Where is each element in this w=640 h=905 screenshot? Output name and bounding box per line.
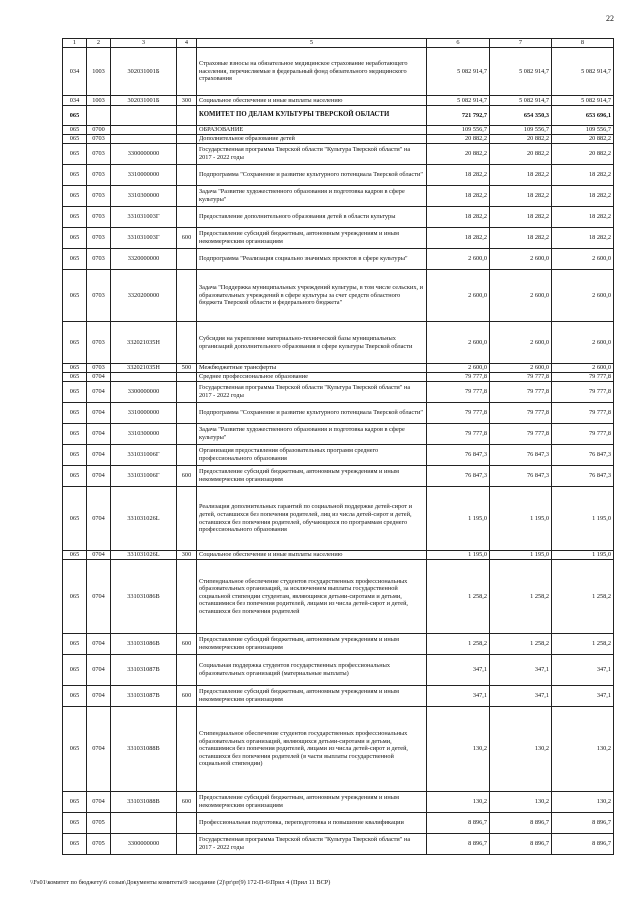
cell-amount-year2: 76 847,3 — [490, 445, 552, 466]
cell-amount-year3: 1 258,2 — [552, 634, 614, 655]
cell-amount-year3: 1 195,0 — [552, 487, 614, 551]
cell-expense-type — [177, 403, 197, 424]
cell-expense-type — [177, 382, 197, 403]
cell-expense-type — [177, 186, 197, 207]
cell-amount-year3: 2 600,0 — [552, 322, 614, 364]
cell-description: Подпрограмма "Сохранение и развитие культурного потенциала Тверской области" — [197, 403, 427, 424]
cell-amount-year1: 2 600,0 — [427, 322, 490, 364]
cell-ministry-code: 065 — [63, 186, 87, 207]
cell-amount-year3: 5 082 914,7 — [552, 96, 614, 106]
cell-description: Государственная программа Тверской области "Культура Тверской области" на 2017 - 2022 годы — [197, 834, 427, 855]
cell-amount-year2: 18 282,2 — [490, 228, 552, 249]
cell-amount-year2: 130,2 — [490, 792, 552, 813]
table-row — [63, 466, 614, 487]
cell-target-article — [111, 813, 177, 834]
cell-target-article — [111, 106, 177, 126]
cell-target-article: 302031001Б — [111, 96, 177, 106]
cell-amount-year3: 76 847,3 — [552, 466, 614, 487]
cell-ministry-code: 065 — [63, 403, 87, 424]
cell-section-code: 0705 — [87, 834, 111, 855]
cell-expense-type — [177, 249, 197, 270]
table-header-row — [63, 39, 614, 48]
cell-expense-type: 300 — [177, 551, 197, 560]
cell-amount-year3: 347,1 — [552, 686, 614, 707]
cell-amount-year1: 2 600,0 — [427, 364, 490, 373]
cell-ministry-code: 065 — [63, 322, 87, 364]
cell-expense-type — [177, 165, 197, 186]
cell-amount-year2: 79 777,8 — [490, 403, 552, 424]
cell-expense-type: 600 — [177, 634, 197, 655]
cell-amount-year3: 130,2 — [552, 792, 614, 813]
cell-amount-year1: 347,1 — [427, 686, 490, 707]
cell-section-code: 0703 — [87, 270, 111, 322]
cell-section-code: 0705 — [87, 813, 111, 834]
cell-description: Дополнительное образование детей — [197, 135, 427, 144]
cell-expense-type — [177, 322, 197, 364]
cell-section-code: 0703 — [87, 228, 111, 249]
cell-description: Стипендиальное обеспечение студентов государственных профессиональных образовательных организаций, являющихся детьми-сиротами и детьми, оставшимися без попечения родителей, лицами из числа детей-сирот и детей, оставшихся без попечения родителей (в части выплаты государственной социальной стипендии) — [197, 707, 427, 792]
cell-amount-year1: 130,2 — [427, 707, 490, 792]
cell-description: Предоставление дополнительного образования детей в области культуры — [197, 207, 427, 228]
cell-target-article: 3310300000 — [111, 424, 177, 445]
cell-target-article: 331031086В — [111, 634, 177, 655]
cell-description: Предоставление субсидий бюджетным, автономным учреждениям и иным некоммерческим организациям — [197, 634, 427, 655]
cell-amount-year1: 76 847,3 — [427, 466, 490, 487]
cell-amount-year3: 76 847,3 — [552, 445, 614, 466]
cell-ministry-code: 065 — [63, 106, 87, 126]
cell-expense-type — [177, 655, 197, 686]
cell-amount-year3: 8 896,7 — [552, 813, 614, 834]
cell-amount-year3: 79 777,8 — [552, 373, 614, 382]
cell-amount-year3: 20 882,2 — [552, 144, 614, 165]
cell-target-article: 331031003Г — [111, 207, 177, 228]
table-row — [63, 792, 614, 813]
cell-expense-type — [177, 834, 197, 855]
cell-section-code: 0704 — [87, 445, 111, 466]
cell-amount-year1: 8 896,7 — [427, 834, 490, 855]
cell-description: Межбюджетные трансферты — [197, 364, 427, 373]
cell-ministry-code: 065 — [63, 382, 87, 403]
cell-section-code: 0704 — [87, 551, 111, 560]
cell-ministry-code: 034 — [63, 48, 87, 96]
cell-expense-type — [177, 373, 197, 382]
cell-amount-year1: 130,2 — [427, 792, 490, 813]
cell-ministry-code: 065 — [63, 249, 87, 270]
cell-ministry-code: 065 — [63, 834, 87, 855]
cell-description: Социальное обеспечение и иные выплаты населению — [197, 96, 427, 106]
cell-target-article: 3320000000 — [111, 249, 177, 270]
cell-amount-year2: 347,1 — [490, 686, 552, 707]
cell-amount-year2: 79 777,8 — [490, 382, 552, 403]
cell-description: Социальная поддержка студентов государственных профессиональных образовательных организаций (материальные выплаты) — [197, 655, 427, 686]
table-row — [63, 135, 614, 144]
cell-section-code: 0700 — [87, 126, 111, 135]
table-row — [63, 424, 614, 445]
cell-expense-type — [177, 48, 197, 96]
cell-target-article: 331031026L — [111, 487, 177, 551]
cell-target-article: 331031006Г — [111, 445, 177, 466]
cell-section-code: 0704 — [87, 686, 111, 707]
cell-amount-year2: 8 896,7 — [490, 813, 552, 834]
table-row — [63, 144, 614, 165]
cell-description: КОМИТЕТ ПО ДЕЛАМ КУЛЬТУРЫ ТВЕРСКОЙ ОБЛАСТИ — [197, 106, 427, 126]
cell-target-article: 3300000000 — [111, 144, 177, 165]
cell-amount-year2: 2 600,0 — [490, 249, 552, 270]
table-row — [63, 207, 614, 228]
cell-ministry-code: 034 — [63, 96, 87, 106]
table-row — [63, 186, 614, 207]
cell-expense-type — [177, 813, 197, 834]
cell-amount-year2: 20 882,2 — [490, 135, 552, 144]
cell-target-article: 3310000000 — [111, 403, 177, 424]
cell-amount-year1: 8 896,7 — [427, 813, 490, 834]
cell-amount-year3: 18 282,2 — [552, 186, 614, 207]
cell-amount-year1: 5 082 914,7 — [427, 48, 490, 96]
cell-amount-year3: 1 258,2 — [552, 560, 614, 634]
cell-ministry-code: 065 — [63, 126, 87, 135]
cell-section-code: 1003 — [87, 96, 111, 106]
cell-ministry-code: 065 — [63, 707, 87, 792]
cell-ministry-code: 065 — [63, 270, 87, 322]
cell-amount-year1: 18 282,2 — [427, 228, 490, 249]
cell-ministry-code: 065 — [63, 487, 87, 551]
cell-section-code: 0703 — [87, 322, 111, 364]
cell-description: Среднее профессиональное образование — [197, 373, 427, 382]
table-row — [63, 403, 614, 424]
cell-amount-year1: 1 258,2 — [427, 634, 490, 655]
table-row — [63, 634, 614, 655]
cell-expense-type — [177, 270, 197, 322]
cell-amount-year1: 1 258,2 — [427, 560, 490, 634]
cell-expense-type — [177, 144, 197, 165]
cell-amount-year1: 1 195,0 — [427, 487, 490, 551]
cell-amount-year2: 20 882,2 — [490, 144, 552, 165]
cell-amount-year3: 8 896,7 — [552, 834, 614, 855]
cell-description: Предоставление субсидий бюджетным, автономным учреждениям и иным некоммерческим организациям — [197, 792, 427, 813]
table-row — [63, 834, 614, 855]
cell-amount-year2: 1 195,0 — [490, 487, 552, 551]
cell-target-article: 332021035Н — [111, 364, 177, 373]
cell-amount-year1: 18 282,2 — [427, 165, 490, 186]
cell-ministry-code: 065 — [63, 165, 87, 186]
cell-amount-year1: 79 777,8 — [427, 373, 490, 382]
cell-amount-year2: 1 258,2 — [490, 560, 552, 634]
table-row — [63, 126, 614, 135]
cell-amount-year2: 2 600,0 — [490, 270, 552, 322]
cell-amount-year2: 109 556,7 — [490, 126, 552, 135]
table-row — [63, 364, 614, 373]
cell-section-code: 0704 — [87, 707, 111, 792]
cell-description: Страховые взносы на обязательное медицинское страхование неработающего населения, перечисляемые в федеральный фонд обязательного медицинского страхования — [197, 48, 427, 96]
cell-expense-type: 600 — [177, 466, 197, 487]
cell-amount-year1: 721 792,7 — [427, 106, 490, 126]
cell-expense-type — [177, 135, 197, 144]
cell-target-article: 331031087В — [111, 655, 177, 686]
cell-target-article: 331031086В — [111, 560, 177, 634]
cell-target-article: 3300000000 — [111, 834, 177, 855]
cell-description: Субсидия на укрепление материально-технической базы муниципальных организаций дополнительного образования в сфере культуры Тверской области — [197, 322, 427, 364]
cell-section-code: 0704 — [87, 424, 111, 445]
cell-amount-year3: 1 195,0 — [552, 551, 614, 560]
cell-amount-year2: 18 282,2 — [490, 207, 552, 228]
cell-target-article: 331031003Г — [111, 228, 177, 249]
column-header: 4 — [177, 39, 197, 48]
cell-ministry-code: 065 — [63, 686, 87, 707]
cell-amount-year3: 79 777,8 — [552, 382, 614, 403]
cell-amount-year1: 79 777,8 — [427, 424, 490, 445]
cell-section-code: 0703 — [87, 249, 111, 270]
cell-expense-type — [177, 560, 197, 634]
cell-description: Профессиональная подготовка, переподготовка и повышение квалификации — [197, 813, 427, 834]
cell-section-code: 0704 — [87, 382, 111, 403]
cell-amount-year2: 18 282,2 — [490, 186, 552, 207]
cell-amount-year1: 18 282,2 — [427, 207, 490, 228]
cell-section-code: 0704 — [87, 466, 111, 487]
column-header: 7 — [490, 39, 552, 48]
cell-amount-year3: 653 696,1 — [552, 106, 614, 126]
cell-amount-year2: 347,1 — [490, 655, 552, 686]
table-row — [63, 445, 614, 466]
cell-section-code: 0704 — [87, 634, 111, 655]
cell-ministry-code: 065 — [63, 207, 87, 228]
cell-expense-type — [177, 424, 197, 445]
cell-section-code: 1003 — [87, 48, 111, 96]
cell-ministry-code: 065 — [63, 551, 87, 560]
cell-amount-year2: 5 082 914,7 — [490, 96, 552, 106]
cell-amount-year1: 79 777,8 — [427, 403, 490, 424]
cell-ministry-code: 065 — [63, 135, 87, 144]
table-row — [63, 228, 614, 249]
cell-section-code: 0704 — [87, 373, 111, 382]
cell-description: Социальное обеспечение и иные выплаты населению — [197, 551, 427, 560]
cell-ministry-code: 065 — [63, 144, 87, 165]
table-row — [63, 96, 614, 106]
cell-amount-year3: 18 282,2 — [552, 165, 614, 186]
cell-target-article: 331031026L — [111, 551, 177, 560]
table-row — [63, 382, 614, 403]
cell-description: Государственная программа Тверской области "Культура Тверской области" на 2017 - 2022 годы — [197, 382, 427, 403]
cell-amount-year2: 79 777,8 — [490, 424, 552, 445]
table-row — [63, 270, 614, 322]
cell-section-code: 0703 — [87, 144, 111, 165]
cell-target-article: 331031087В — [111, 686, 177, 707]
cell-amount-year3: 79 777,8 — [552, 424, 614, 445]
cell-amount-year3: 109 556,7 — [552, 126, 614, 135]
table-row — [63, 322, 614, 364]
cell-amount-year2: 2 600,0 — [490, 322, 552, 364]
cell-target-article: 3320200000 — [111, 270, 177, 322]
cell-section-code: 0703 — [87, 186, 111, 207]
cell-target-article: 3310000000 — [111, 165, 177, 186]
cell-amount-year2: 2 600,0 — [490, 364, 552, 373]
cell-amount-year2: 1 195,0 — [490, 551, 552, 560]
cell-section-code — [87, 106, 111, 126]
cell-amount-year2: 18 282,2 — [490, 165, 552, 186]
cell-target-article: 302031001Б — [111, 48, 177, 96]
cell-section-code: 0703 — [87, 165, 111, 186]
cell-target-article: 3300000000 — [111, 382, 177, 403]
cell-amount-year1: 79 777,8 — [427, 382, 490, 403]
cell-target-article — [111, 135, 177, 144]
cell-amount-year1: 20 882,2 — [427, 144, 490, 165]
cell-ministry-code: 065 — [63, 424, 87, 445]
cell-amount-year1: 2 600,0 — [427, 249, 490, 270]
cell-amount-year1: 18 282,2 — [427, 186, 490, 207]
column-header: 5 — [197, 39, 427, 48]
cell-ministry-code: 065 — [63, 560, 87, 634]
cell-expense-type — [177, 126, 197, 135]
cell-ministry-code: 065 — [63, 228, 87, 249]
budget-table — [62, 38, 614, 855]
cell-expense-type: 600 — [177, 228, 197, 249]
cell-description: Реализация дополнительных гарантий по социальной поддержке детей-сирот и детей, оставшихся без попечения родителей, лиц из числа детей-сирот и детей, оставшихся без попечения родителей, обучающихся по программам среднего профессионального образования — [197, 487, 427, 551]
cell-description: Подпрограмма "Реализация социально значимых проектов в сфере культуры" — [197, 249, 427, 270]
cell-ministry-code: 065 — [63, 364, 87, 373]
cell-amount-year1: 20 882,2 — [427, 135, 490, 144]
file-path-footer: \\Fs01\комитет по бюджету\6 созыв\Документы комитета\9 заседание (2)\pr\pr(9) 172-П-6\Прил 4 (Прил 11 ВСР) — [30, 879, 331, 886]
cell-amount-year2: 8 896,7 — [490, 834, 552, 855]
table-row — [63, 106, 614, 126]
table-body — [63, 48, 614, 855]
cell-expense-type — [177, 445, 197, 466]
cell-expense-type — [177, 707, 197, 792]
cell-target-article: 331031088В — [111, 792, 177, 813]
cell-description: Предоставление субсидий бюджетным, автономным учреждениям и иным некоммерческим организациям — [197, 228, 427, 249]
cell-target-article: 332021035Н — [111, 322, 177, 364]
cell-amount-year3: 18 282,2 — [552, 228, 614, 249]
cell-target-article: 331031006Г — [111, 466, 177, 487]
cell-description: ОБРАЗОВАНИЕ — [197, 126, 427, 135]
cell-amount-year1: 1 195,0 — [427, 551, 490, 560]
table-row — [63, 560, 614, 634]
cell-amount-year2: 1 258,2 — [490, 634, 552, 655]
cell-expense-type: 500 — [177, 364, 197, 373]
cell-description: Государственная программа Тверской области "Культура Тверской области" на 2017 - 2022 годы — [197, 144, 427, 165]
cell-amount-year1: 109 556,7 — [427, 126, 490, 135]
cell-description: Задача "Поддержка муниципальных учреждений культуры, в том числе сельских, и образовательных учреждений в сфере культуры за счет средств областного бюджета Тверской области и федерального бюджета" — [197, 270, 427, 322]
cell-section-code: 0704 — [87, 487, 111, 551]
cell-expense-type: 300 — [177, 96, 197, 106]
cell-target-article: 3310300000 — [111, 186, 177, 207]
cell-amount-year1: 2 600,0 — [427, 270, 490, 322]
cell-ministry-code: 065 — [63, 445, 87, 466]
cell-ministry-code: 065 — [63, 373, 87, 382]
cell-amount-year2: 654 350,3 — [490, 106, 552, 126]
cell-ministry-code: 065 — [63, 813, 87, 834]
cell-description: Предоставление субсидий бюджетным, автономным учреждениям и иным некоммерческим организациям — [197, 466, 427, 487]
cell-amount-year2: 76 847,3 — [490, 466, 552, 487]
cell-section-code: 0703 — [87, 207, 111, 228]
cell-description: Стипендиальное обеспечение студентов государственных профессиональных образовательных организаций, за исключением выплаты государственной социальной стипендии студентам, являющимся детьми-сиротами и детьми, оставшимися без попечения родителей, лицами из числа детей-сирот и детей, оставшихся без попечения родителей — [197, 560, 427, 634]
cell-section-code: 0703 — [87, 135, 111, 144]
cell-section-code: 0704 — [87, 403, 111, 424]
cell-amount-year2: 5 082 914,7 — [490, 48, 552, 96]
cell-expense-type: 600 — [177, 792, 197, 813]
table-row — [63, 48, 614, 96]
table-row — [63, 373, 614, 382]
cell-amount-year3: 130,2 — [552, 707, 614, 792]
table-row — [63, 655, 614, 686]
table-row — [63, 686, 614, 707]
cell-section-code: 0704 — [87, 655, 111, 686]
cell-expense-type: 600 — [177, 686, 197, 707]
table-row — [63, 551, 614, 560]
cell-amount-year3: 79 777,8 — [552, 403, 614, 424]
cell-target-article — [111, 373, 177, 382]
cell-amount-year2: 130,2 — [490, 707, 552, 792]
cell-target-article — [111, 126, 177, 135]
table-row — [63, 707, 614, 792]
cell-amount-year1: 347,1 — [427, 655, 490, 686]
cell-description: Подпрограмма "Сохранение и развитие культурного потенциала Тверской области" — [197, 165, 427, 186]
cell-amount-year2: 79 777,8 — [490, 373, 552, 382]
cell-expense-type — [177, 106, 197, 126]
cell-target-article: 331031088В — [111, 707, 177, 792]
page-number: 22 — [606, 14, 614, 23]
column-header: 8 — [552, 39, 614, 48]
cell-ministry-code: 065 — [63, 466, 87, 487]
cell-description: Организация предоставления образовательных программ среднего профессионального образования — [197, 445, 427, 466]
cell-amount-year3: 20 882,2 — [552, 135, 614, 144]
cell-expense-type — [177, 207, 197, 228]
cell-description: Задача "Развитие художественного образования и подготовка кадров в сфере культуры" — [197, 424, 427, 445]
cell-amount-year3: 18 282,2 — [552, 207, 614, 228]
cell-amount-year3: 5 082 914,7 — [552, 48, 614, 96]
cell-amount-year3: 347,1 — [552, 655, 614, 686]
table-row — [63, 813, 614, 834]
table-row — [63, 165, 614, 186]
cell-amount-year1: 5 082 914,7 — [427, 96, 490, 106]
column-header: 1 — [63, 39, 87, 48]
cell-ministry-code: 065 — [63, 655, 87, 686]
cell-amount-year3: 2 600,0 — [552, 270, 614, 322]
table-row — [63, 487, 614, 551]
cell-description: Задача "Развитие художественного образования и подготовка кадров в сфере культуры" — [197, 186, 427, 207]
cell-ministry-code: 065 — [63, 634, 87, 655]
table-row — [63, 249, 614, 270]
cell-amount-year1: 76 847,3 — [427, 445, 490, 466]
cell-expense-type — [177, 487, 197, 551]
cell-section-code: 0704 — [87, 792, 111, 813]
cell-ministry-code: 065 — [63, 792, 87, 813]
column-header: 2 — [87, 39, 111, 48]
cell-description: Предоставление субсидий бюджетным, автономным учреждениям и иным некоммерческим организациям — [197, 686, 427, 707]
column-header: 6 — [427, 39, 490, 48]
cell-amount-year3: 2 600,0 — [552, 364, 614, 373]
column-header: 3 — [111, 39, 177, 48]
cell-amount-year3: 2 600,0 — [552, 249, 614, 270]
cell-section-code: 0703 — [87, 364, 111, 373]
cell-section-code: 0704 — [87, 560, 111, 634]
